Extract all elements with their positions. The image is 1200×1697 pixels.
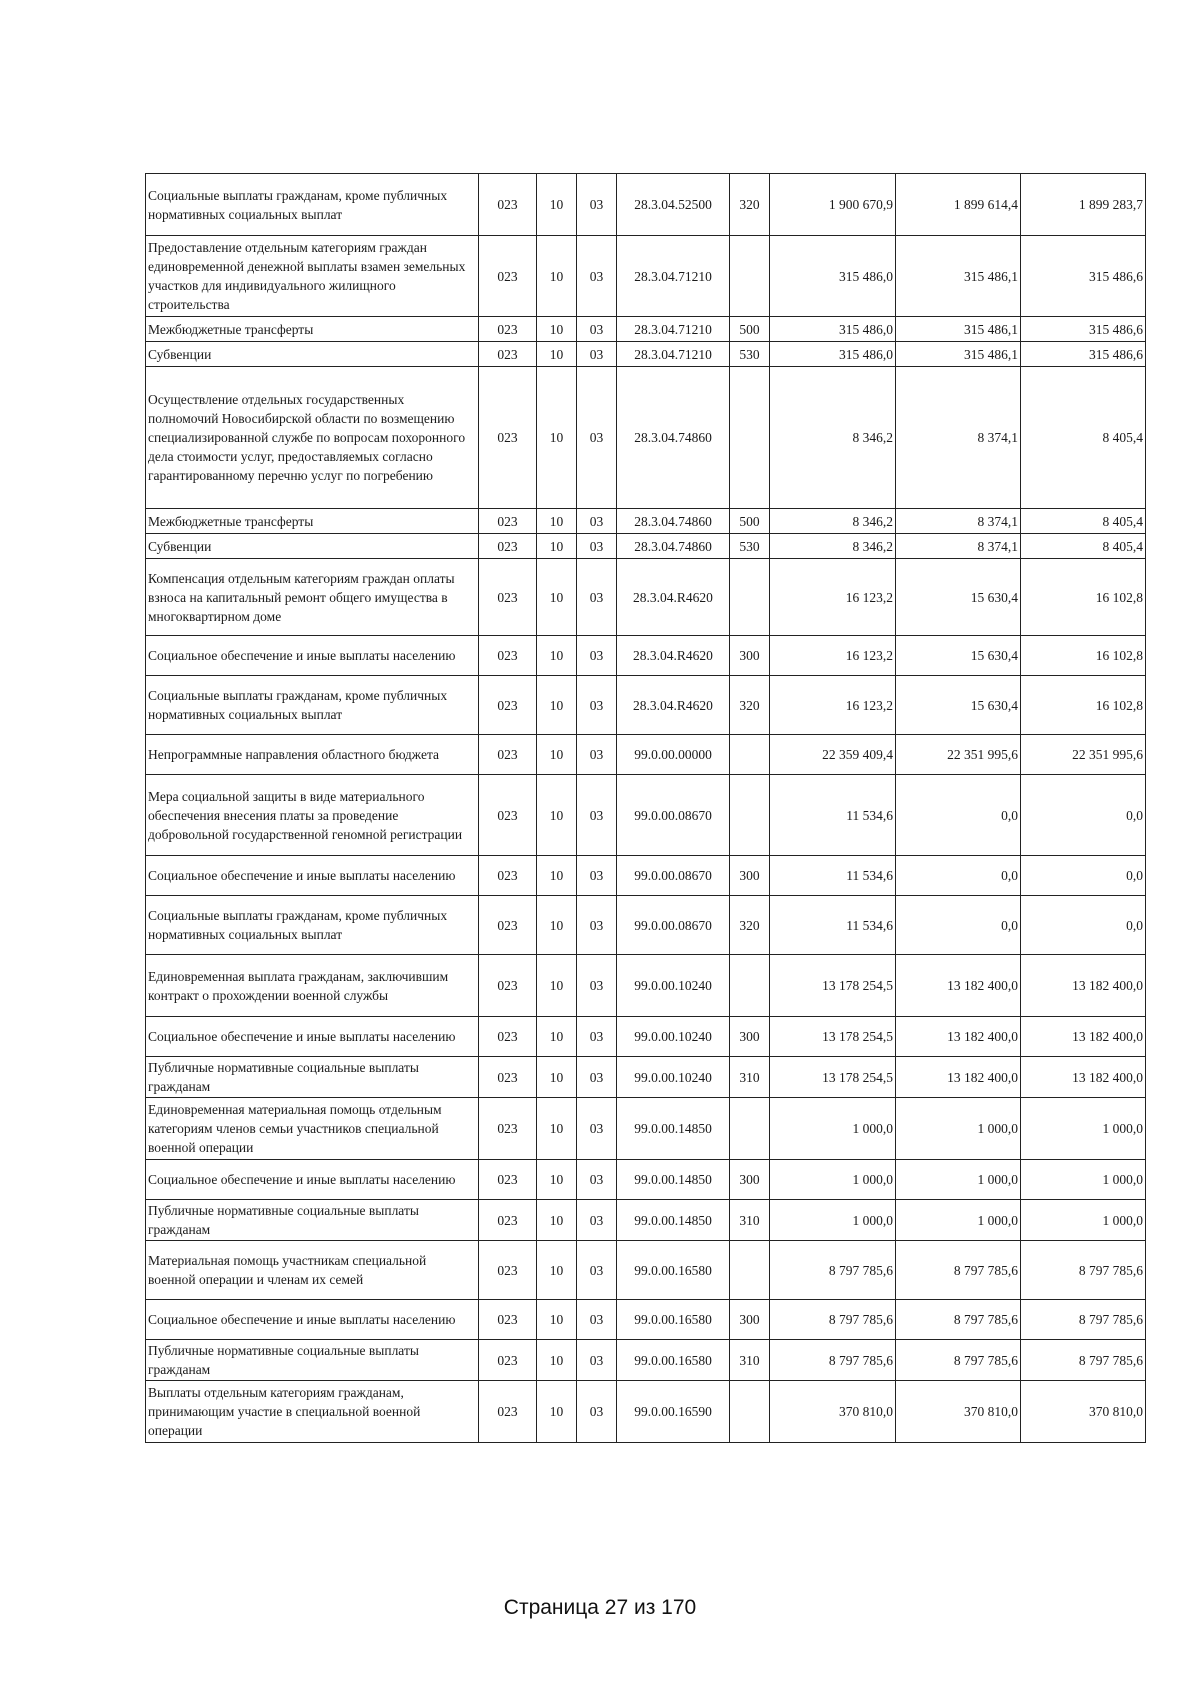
- cell-ved: 023: [479, 1300, 537, 1340]
- cell-csr: 28.3.04.71210: [617, 236, 730, 317]
- cell-amount-year2: 0,0: [896, 775, 1021, 856]
- cell-name: Публичные нормативные социальные выплаты гражданам: [146, 1057, 479, 1098]
- cell-rz: 10: [537, 856, 577, 896]
- cell-rz: 10: [537, 1381, 577, 1443]
- cell-csr: 99.0.00.00000: [617, 735, 730, 775]
- cell-name: Публичные нормативные социальные выплаты гражданам: [146, 1340, 479, 1381]
- table-row: [146, 735, 1146, 775]
- cell-vr: [730, 1241, 770, 1300]
- cell-csr: 99.0.00.10240: [617, 1057, 730, 1098]
- cell-amount-year3: 315 486,6: [1021, 342, 1146, 367]
- cell-amount-year2: 8 797 785,6: [896, 1300, 1021, 1340]
- cell-ved: 023: [479, 559, 537, 636]
- cell-rz: 10: [537, 1017, 577, 1057]
- table-row: [146, 534, 1146, 559]
- table-row: [146, 1300, 1146, 1340]
- cell-rz: 10: [537, 1057, 577, 1098]
- cell-name: Социальное обеспечение и иные выплаты населению: [146, 1017, 479, 1057]
- table-row: [146, 367, 1146, 509]
- cell-amount-year1: 13 178 254,5: [770, 955, 896, 1017]
- cell-ved: 023: [479, 367, 537, 509]
- cell-vr: 320: [730, 676, 770, 735]
- cell-vr: 300: [730, 1017, 770, 1057]
- cell-ved: 023: [479, 896, 537, 955]
- cell-rz: 10: [537, 1241, 577, 1300]
- cell-pr: 03: [577, 1057, 617, 1098]
- cell-vr: [730, 236, 770, 317]
- cell-pr: 03: [577, 1381, 617, 1443]
- table-row: [146, 559, 1146, 636]
- cell-pr: 03: [577, 1160, 617, 1200]
- cell-amount-year2: 15 630,4: [896, 636, 1021, 676]
- cell-name: Социальное обеспечение и иные выплаты населению: [146, 856, 479, 896]
- cell-pr: 03: [577, 1241, 617, 1300]
- cell-vr: 310: [730, 1340, 770, 1381]
- cell-amount-year2: 315 486,1: [896, 342, 1021, 367]
- cell-amount-year1: 11 534,6: [770, 775, 896, 856]
- cell-amount-year1: 16 123,2: [770, 676, 896, 735]
- cell-rz: 10: [537, 317, 577, 342]
- cell-name: Социальные выплаты гражданам, кроме публичных нормативных социальных выплат: [146, 896, 479, 955]
- cell-vr: 500: [730, 317, 770, 342]
- cell-ved: 023: [479, 636, 537, 676]
- table-row: [146, 1241, 1146, 1300]
- cell-pr: 03: [577, 559, 617, 636]
- cell-vr: [730, 735, 770, 775]
- cell-csr: 99.0.00.16580: [617, 1300, 730, 1340]
- cell-pr: 03: [577, 1017, 617, 1057]
- cell-csr: 99.0.00.08670: [617, 896, 730, 955]
- table-row: [146, 174, 1146, 236]
- cell-pr: 03: [577, 636, 617, 676]
- cell-amount-year1: 16 123,2: [770, 559, 896, 636]
- cell-pr: 03: [577, 174, 617, 236]
- cell-name: Межбюджетные трансферты: [146, 317, 479, 342]
- cell-name: Социальное обеспечение и иные выплаты населению: [146, 636, 479, 676]
- cell-vr: 300: [730, 636, 770, 676]
- cell-amount-year3: 8 797 785,6: [1021, 1241, 1146, 1300]
- cell-amount-year1: 22 359 409,4: [770, 735, 896, 775]
- cell-pr: 03: [577, 1300, 617, 1340]
- cell-pr: 03: [577, 317, 617, 342]
- cell-amount-year1: 13 178 254,5: [770, 1057, 896, 1098]
- cell-vr: [730, 955, 770, 1017]
- cell-rz: 10: [537, 775, 577, 856]
- cell-amount-year1: 1 900 670,9: [770, 174, 896, 236]
- cell-ved: 023: [479, 775, 537, 856]
- cell-amount-year1: 13 178 254,5: [770, 1017, 896, 1057]
- cell-vr: 300: [730, 856, 770, 896]
- cell-csr: 99.0.00.14850: [617, 1098, 730, 1160]
- cell-amount-year2: 8 374,1: [896, 534, 1021, 559]
- table-row: [146, 317, 1146, 342]
- cell-csr: 99.0.00.14850: [617, 1200, 730, 1241]
- cell-amount-year1: 1 000,0: [770, 1200, 896, 1241]
- cell-ved: 023: [479, 174, 537, 236]
- cell-amount-year3: 1 899 283,7: [1021, 174, 1146, 236]
- table-row: [146, 1381, 1146, 1443]
- cell-rz: 10: [537, 636, 577, 676]
- cell-amount-year1: 11 534,6: [770, 856, 896, 896]
- cell-ved: 023: [479, 236, 537, 317]
- cell-vr: 530: [730, 342, 770, 367]
- cell-amount-year3: 13 182 400,0: [1021, 955, 1146, 1017]
- cell-name: Единовременная выплата гражданам, заключившим контракт о прохождении военной службы: [146, 955, 479, 1017]
- cell-amount-year3: 0,0: [1021, 896, 1146, 955]
- cell-ved: 023: [479, 534, 537, 559]
- cell-vr: [730, 367, 770, 509]
- cell-csr: 28.3.04.52500: [617, 174, 730, 236]
- cell-amount-year1: 11 534,6: [770, 896, 896, 955]
- cell-rz: 10: [537, 509, 577, 534]
- table-row: [146, 1017, 1146, 1057]
- cell-csr: 99.0.00.16590: [617, 1381, 730, 1443]
- cell-vr: [730, 775, 770, 856]
- cell-name: Межбюджетные трансферты: [146, 509, 479, 534]
- cell-csr: 28.3.04.71210: [617, 342, 730, 367]
- cell-amount-year2: 1 899 614,4: [896, 174, 1021, 236]
- cell-amount-year3: 1 000,0: [1021, 1160, 1146, 1200]
- cell-csr: 99.0.00.08670: [617, 856, 730, 896]
- cell-vr: 530: [730, 534, 770, 559]
- cell-amount-year2: 315 486,1: [896, 317, 1021, 342]
- cell-vr: [730, 559, 770, 636]
- cell-amount-year3: 8 797 785,6: [1021, 1340, 1146, 1381]
- cell-rz: 10: [537, 559, 577, 636]
- cell-pr: 03: [577, 676, 617, 735]
- cell-name: Непрограммные направления областного бюджета: [146, 735, 479, 775]
- cell-ved: 023: [479, 1381, 537, 1443]
- cell-rz: 10: [537, 236, 577, 317]
- cell-rz: 10: [537, 534, 577, 559]
- cell-vr: 310: [730, 1057, 770, 1098]
- table-row: [146, 1098, 1146, 1160]
- cell-pr: 03: [577, 236, 617, 317]
- cell-pr: 03: [577, 896, 617, 955]
- cell-amount-year2: 8 797 785,6: [896, 1340, 1021, 1381]
- cell-amount-year2: 8 374,1: [896, 509, 1021, 534]
- table-row: [146, 775, 1146, 856]
- cell-pr: 03: [577, 1200, 617, 1241]
- cell-amount-year3: 8 405,4: [1021, 509, 1146, 534]
- cell-ved: 023: [479, 1098, 537, 1160]
- cell-pr: 03: [577, 367, 617, 509]
- cell-rz: 10: [537, 1200, 577, 1241]
- table-row: [146, 509, 1146, 534]
- table-row: [146, 1057, 1146, 1098]
- cell-amount-year1: 315 486,0: [770, 342, 896, 367]
- cell-name: Осуществление отдельных государственных полномочий Новосибирской области по возмещению специализированной службе по вопросам похоронного дела стоимости услуг, предоставляемых согласно гарантированному перечню услуг по погребению: [146, 367, 479, 509]
- cell-amount-year2: 1 000,0: [896, 1160, 1021, 1200]
- cell-rz: 10: [537, 342, 577, 367]
- cell-name: Мера социальной защиты в виде материального обеспечения внесения платы за проведение добровольной государственной геномной регистрации: [146, 775, 479, 856]
- cell-amount-year2: 13 182 400,0: [896, 1017, 1021, 1057]
- cell-amount-year2: 1 000,0: [896, 1200, 1021, 1241]
- cell-csr: 99.0.00.10240: [617, 955, 730, 1017]
- cell-ved: 023: [479, 317, 537, 342]
- cell-name: Социальное обеспечение и иные выплаты населению: [146, 1160, 479, 1200]
- cell-amount-year3: 315 486,6: [1021, 236, 1146, 317]
- cell-csr: 99.0.00.14850: [617, 1160, 730, 1200]
- cell-rz: 10: [537, 896, 577, 955]
- cell-vr: 300: [730, 1160, 770, 1200]
- cell-amount-year1: 315 486,0: [770, 317, 896, 342]
- cell-name: Социальные выплаты гражданам, кроме публичных нормативных социальных выплат: [146, 676, 479, 735]
- cell-csr: 28.3.04.R4620: [617, 636, 730, 676]
- cell-csr: 28.3.04.74860: [617, 367, 730, 509]
- table-row: [146, 1160, 1146, 1200]
- cell-csr: 99.0.00.08670: [617, 775, 730, 856]
- cell-amount-year1: 8 346,2: [770, 509, 896, 534]
- cell-name: Публичные нормативные социальные выплаты гражданам: [146, 1200, 479, 1241]
- cell-pr: 03: [577, 509, 617, 534]
- cell-csr: 28.3.04.R4620: [617, 676, 730, 735]
- cell-name: Выплаты отдельным категориям гражданам, принимающим участие в специальной военной операции: [146, 1381, 479, 1443]
- cell-amount-year2: 370 810,0: [896, 1381, 1021, 1443]
- cell-amount-year1: 8 346,2: [770, 534, 896, 559]
- cell-name: Единовременная материальная помощь отдельным категориям членов семьи участников специальной военной операции: [146, 1098, 479, 1160]
- cell-ved: 023: [479, 1340, 537, 1381]
- cell-amount-year1: 370 810,0: [770, 1381, 896, 1443]
- cell-name: Предоставление отдельным категориям граждан единовременной денежной выплаты взамен земельных участков для индивидуального жилищного строительства: [146, 236, 479, 317]
- cell-amount-year1: 8 346,2: [770, 367, 896, 509]
- cell-ved: 023: [479, 676, 537, 735]
- cell-csr: 28.3.04.74860: [617, 534, 730, 559]
- table-row: [146, 856, 1146, 896]
- cell-csr: 28.3.04.R4620: [617, 559, 730, 636]
- cell-amount-year3: 16 102,8: [1021, 559, 1146, 636]
- cell-name: Компенсация отдельным категориям граждан оплаты взноса на капитальный ремонт общего имущества в многоквартирном доме: [146, 559, 479, 636]
- table-row: [146, 1200, 1146, 1241]
- cell-name: Материальная помощь участникам специальной военной операции и членам их семей: [146, 1241, 479, 1300]
- page-number: Страница 27 из 170: [503, 1596, 697, 1619]
- budget-table: [145, 173, 1146, 1443]
- cell-amount-year3: 8 405,4: [1021, 534, 1146, 559]
- cell-rz: 10: [537, 1340, 577, 1381]
- budget-table-body: [146, 174, 1146, 1443]
- cell-amount-year3: 8 797 785,6: [1021, 1300, 1146, 1340]
- cell-amount-year2: 0,0: [896, 856, 1021, 896]
- cell-amount-year3: 22 351 995,6: [1021, 735, 1146, 775]
- cell-vr: 300: [730, 1300, 770, 1340]
- cell-name: Субвенции: [146, 534, 479, 559]
- cell-amount-year1: 1 000,0: [770, 1098, 896, 1160]
- cell-amount-year3: 0,0: [1021, 856, 1146, 896]
- cell-csr: 28.3.04.74860: [617, 509, 730, 534]
- table-row: [146, 342, 1146, 367]
- cell-amount-year3: 8 405,4: [1021, 367, 1146, 509]
- table-row: [146, 236, 1146, 317]
- cell-amount-year1: 16 123,2: [770, 636, 896, 676]
- table-row: [146, 676, 1146, 735]
- table-row: [146, 636, 1146, 676]
- cell-vr: 310: [730, 1200, 770, 1241]
- cell-amount-year3: 13 182 400,0: [1021, 1017, 1146, 1057]
- table-row: [146, 955, 1146, 1017]
- cell-amount-year1: 1 000,0: [770, 1160, 896, 1200]
- cell-ved: 023: [479, 1241, 537, 1300]
- cell-amount-year2: 22 351 995,6: [896, 735, 1021, 775]
- cell-vr: 500: [730, 509, 770, 534]
- cell-amount-year2: 13 182 400,0: [896, 1057, 1021, 1098]
- cell-amount-year2: 8 374,1: [896, 367, 1021, 509]
- cell-pr: 03: [577, 1340, 617, 1381]
- cell-vr: [730, 1381, 770, 1443]
- cell-name: Социальные выплаты гражданам, кроме публичных нормативных социальных выплат: [146, 174, 479, 236]
- cell-amount-year3: 16 102,8: [1021, 676, 1146, 735]
- cell-ved: 023: [479, 955, 537, 1017]
- cell-pr: 03: [577, 534, 617, 559]
- cell-ved: 023: [479, 1057, 537, 1098]
- cell-ved: 023: [479, 342, 537, 367]
- cell-pr: 03: [577, 955, 617, 1017]
- cell-pr: 03: [577, 856, 617, 896]
- cell-amount-year3: 13 182 400,0: [1021, 1057, 1146, 1098]
- cell-vr: 320: [730, 896, 770, 955]
- cell-amount-year3: 1 000,0: [1021, 1098, 1146, 1160]
- cell-ved: 023: [479, 856, 537, 896]
- cell-vr: [730, 1098, 770, 1160]
- cell-amount-year2: 8 797 785,6: [896, 1241, 1021, 1300]
- cell-pr: 03: [577, 775, 617, 856]
- cell-ved: 023: [479, 1017, 537, 1057]
- cell-ved: 023: [479, 509, 537, 534]
- cell-ved: 023: [479, 1160, 537, 1200]
- cell-pr: 03: [577, 735, 617, 775]
- cell-csr: 99.0.00.16580: [617, 1340, 730, 1381]
- cell-rz: 10: [537, 1098, 577, 1160]
- cell-ved: 023: [479, 735, 537, 775]
- cell-rz: 10: [537, 955, 577, 1017]
- cell-rz: 10: [537, 1300, 577, 1340]
- cell-amount-year2: 15 630,4: [896, 559, 1021, 636]
- cell-amount-year3: 0,0: [1021, 775, 1146, 856]
- cell-rz: 10: [537, 174, 577, 236]
- cell-amount-year3: 1 000,0: [1021, 1200, 1146, 1241]
- cell-amount-year2: 13 182 400,0: [896, 955, 1021, 1017]
- cell-amount-year3: 16 102,8: [1021, 636, 1146, 676]
- cell-amount-year3: 315 486,6: [1021, 317, 1146, 342]
- cell-rz: 10: [537, 1160, 577, 1200]
- cell-csr: 99.0.00.10240: [617, 1017, 730, 1057]
- cell-ved: 023: [479, 1200, 537, 1241]
- cell-name: Субвенции: [146, 342, 479, 367]
- cell-amount-year1: 8 797 785,6: [770, 1340, 896, 1381]
- cell-vr: 320: [730, 174, 770, 236]
- cell-csr: 28.3.04.71210: [617, 317, 730, 342]
- cell-amount-year3: 370 810,0: [1021, 1381, 1146, 1443]
- cell-name: Социальное обеспечение и иные выплаты населению: [146, 1300, 479, 1340]
- cell-pr: 03: [577, 342, 617, 367]
- cell-amount-year2: 315 486,1: [896, 236, 1021, 317]
- cell-csr: 99.0.00.16580: [617, 1241, 730, 1300]
- cell-amount-year1: 8 797 785,6: [770, 1241, 896, 1300]
- cell-amount-year2: 15 630,4: [896, 676, 1021, 735]
- cell-rz: 10: [537, 735, 577, 775]
- cell-rz: 10: [537, 367, 577, 509]
- cell-amount-year1: 8 797 785,6: [770, 1300, 896, 1340]
- table-row: [146, 1340, 1146, 1381]
- cell-amount-year1: 315 486,0: [770, 236, 896, 317]
- cell-amount-year2: 1 000,0: [896, 1098, 1021, 1160]
- cell-rz: 10: [537, 676, 577, 735]
- cell-pr: 03: [577, 1098, 617, 1160]
- cell-amount-year2: 0,0: [896, 896, 1021, 955]
- table-row: [146, 896, 1146, 955]
